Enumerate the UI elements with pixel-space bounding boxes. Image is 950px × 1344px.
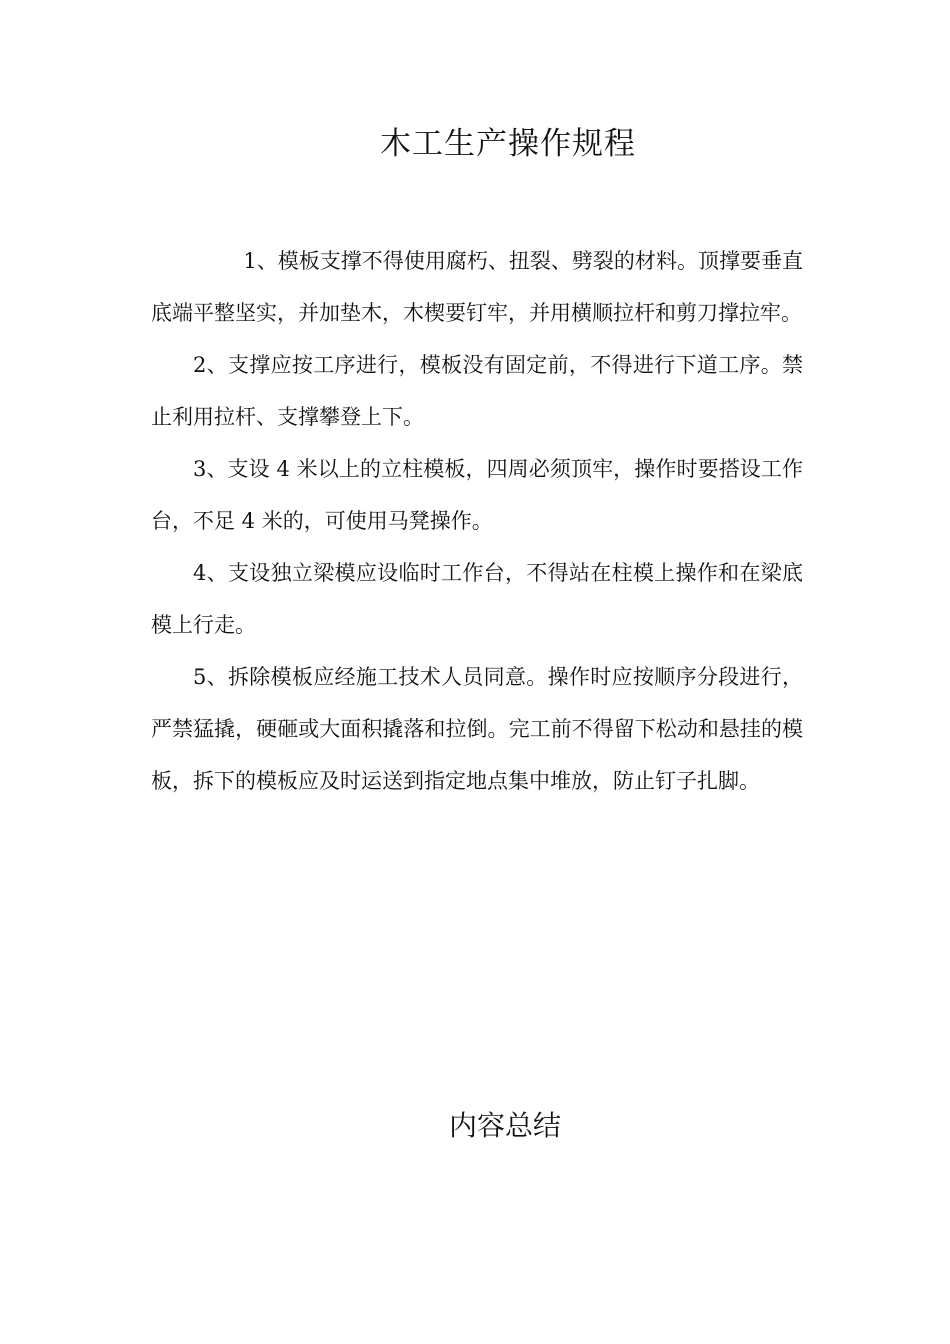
paragraph-1: 1、模板支撑不得使用腐朽、扭裂、劈裂的材料。顶撑要垂直底端平整坚实，并加垫木，木楔要钉牢，并用横顺拉杆和剪刀撑拉牢。 (151, 249, 803, 325)
document-body (151, 235, 803, 807)
paragraph-5: 5、拆除模板应经施工技术人员同意。操作时应按顺序分段进行，严禁猛撬，硬砸或大面积撬落和拉倒。完工前不得留下松动和悬挂的模板，拆下的模板应及时运送到指定地点集中堆放，防止钉子扎脚。 (151, 665, 803, 793)
document-title: 木工生产操作规程 (380, 126, 636, 162)
paragraph-2: 2、支撑应按工序进行，模板没有固定前，不得进行下道工序。禁止利用拉杆、支撑攀登上下。 (151, 353, 803, 429)
paragraph-3: 3、支设 4 米以上的立柱模板，四周必须顶牢，操作时要搭设工作台，不足 4 米的，可使用马凳操作。 (151, 457, 803, 533)
summary-heading: 内容总结 (448, 1109, 561, 1142)
paragraph-4: 4、支设独立梁模应设临时工作台，不得站在柱模上操作和在梁底模上行走。 (151, 561, 803, 637)
